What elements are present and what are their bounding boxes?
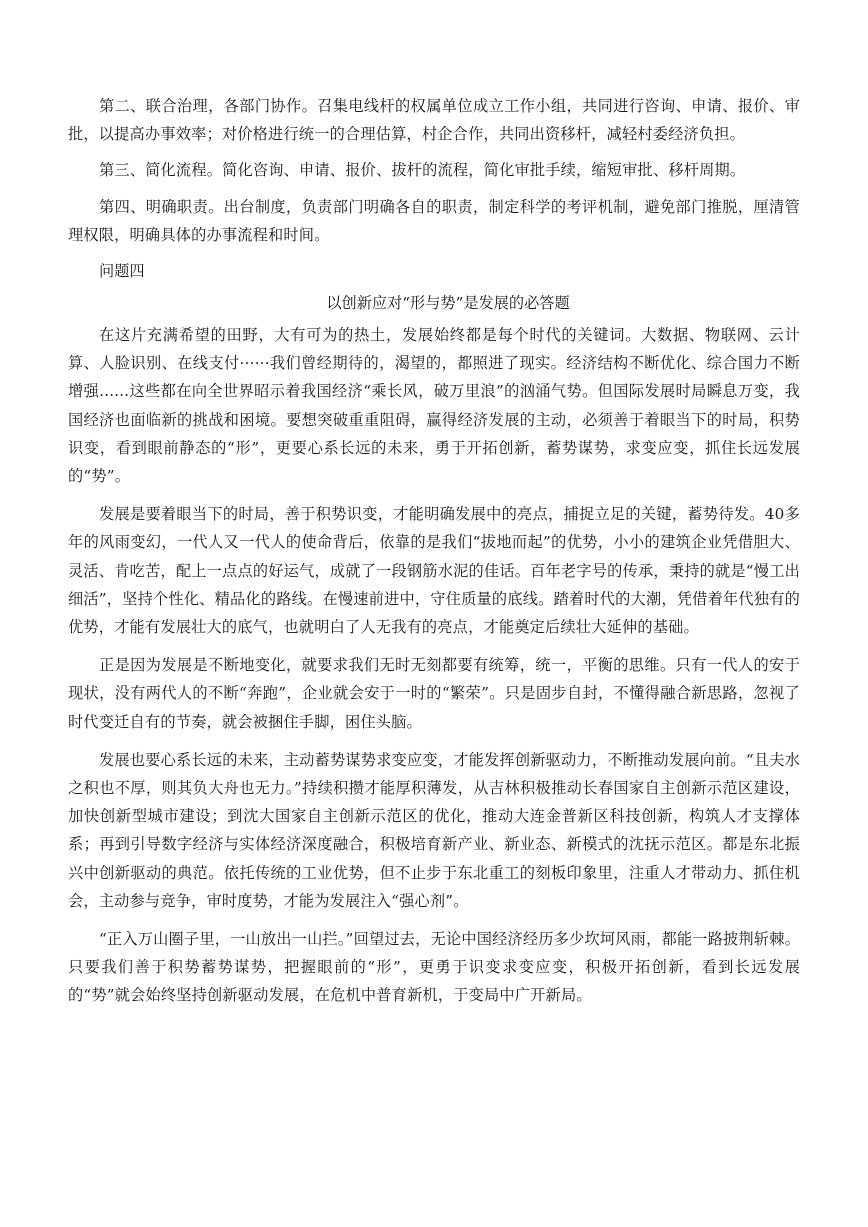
essay-paragraph-conclusion: “正入万山圈子里，一山放出一山拦。”回望过去，无论中国经济经历多少坎坷风雨，都能一路披荆斩棘。只要我们善于积势蓄势谋势，把握眼前的“形”，更勇于识变求变应变，积极开拓创新，看到长远发展的“势”就会始终坚持创新驱动发展，在危机中普育新机，于变局中广开新局。	[68, 930, 800, 1005]
essay-paragraph-change: 正是因为发展是不断地变化，就要求我们无时无刻都要有统筹，统一，平衡的思维。只有一代人的安于现状，没有两代人的不断“奔跑”，企业就会安于一时的“繁荣”。只是固步自封，不懂得融合新思路，忽视了时代变迁自有的节奏，就会被捆住手脚，困住头脑。	[68, 656, 800, 731]
essay-paragraph-future: 发展也要心系长远的未来，主动蓄势谋势求变应变，才能发挥创新驱动力，不断推动发展向前。“且夫水之积也不厚，则其负大舟也无力。”持续积攒才能厚积薄发，从吉林积极推动长春国家自主创新示范区建设，加快创新型城市建设；到沈大国家自主创新示范区的优化，推动大连金普新区科技创新，构筑人才支撑体系；再到引导数字经济与实体经济深度融合，积极培育新产业、新业态、新模式的沈抚示范区。都是东北振兴中创新驱动的典范。依托传统的工业优势，但不止步于东北重工的刻板印象里，注重人才带动力、抓住机会，主动参与竞争，审时度势，才能为发展注入“强心剂”。	[68, 750, 800, 910]
essay-paragraph-present: 发展是要着眼当下的时局，善于积势识变，才能明确发展中的亮点，捕捉立足的关键，蓄势待发。40多年的风雨变幻，一代人又一代人的使命背后，依靠的是我们“拔地而起”的优势，小小的建筑企业凭借胆大、灵活、肯吃苦，配上一点点的好运气，成就了一段钢筋水泥的佳话。百年老字号的传承，秉持的就是“慢工出细活”，坚持个性化、精品化的路线。在慢速前进中，守住质量的底线。踏着时代的大潮，凭借着年代独有的优势，才能有发展壮大的底气，也就明白了人无我有的亮点，才能奠定后续壮大延伸的基础。	[68, 505, 800, 637]
question-label: 问题四	[99, 262, 145, 281]
essay-paragraph-intro: 在这片充满希望的田野，大有可为的热土，发展始终都是每个时代的关键词。大数据、物联网、云计算、人脸识别、在线支付······我们曾经期待的，渴望的，都照进了现实。经济结构不断优化、综合国力不断增强......这些都在向全世界昭示着我国经济“乘长风，破万里浪”的汹涌气势。但国际发展时局瞬息万变，我国经济也面临新的挑战和困境。要想突破重重阻碍，赢得经济发展的主动，必须善于着眼当下的时局，积势识变，看到眼前静态的“形”，更要心系长远的未来，勇于开拓创新，蓄势谋势，求变应变，抓住长远发展的“势”。	[68, 326, 800, 486]
document-body	[68, 92, 800, 1020]
paragraph-simplify-process: 第三、简化流程。简化咨询、申请、报价、拔杆的流程，简化审批手续，缩短审批、移杆周期。	[99, 161, 746, 180]
paragraph-joint-governance: 第二、联合治理，各部门协作。召集电线杆的权属单位成立工作小组，共同进行咨询、申请、报价、审批，以提高办事效率；对价格进行统一的合理估算，村企合作，共同出资移杆，减轻村委经济负担。	[68, 97, 800, 144]
essay-title: 以创新应对“形与势”是发展的必答题	[326, 294, 570, 313]
paragraph-clarify-duties: 第四、明确职责。出台制度，负责部门明确各自的职责，制定科学的考评机制，避免部门推脱，厘清管理权限，明确具体的办事流程和时间。	[68, 197, 800, 244]
